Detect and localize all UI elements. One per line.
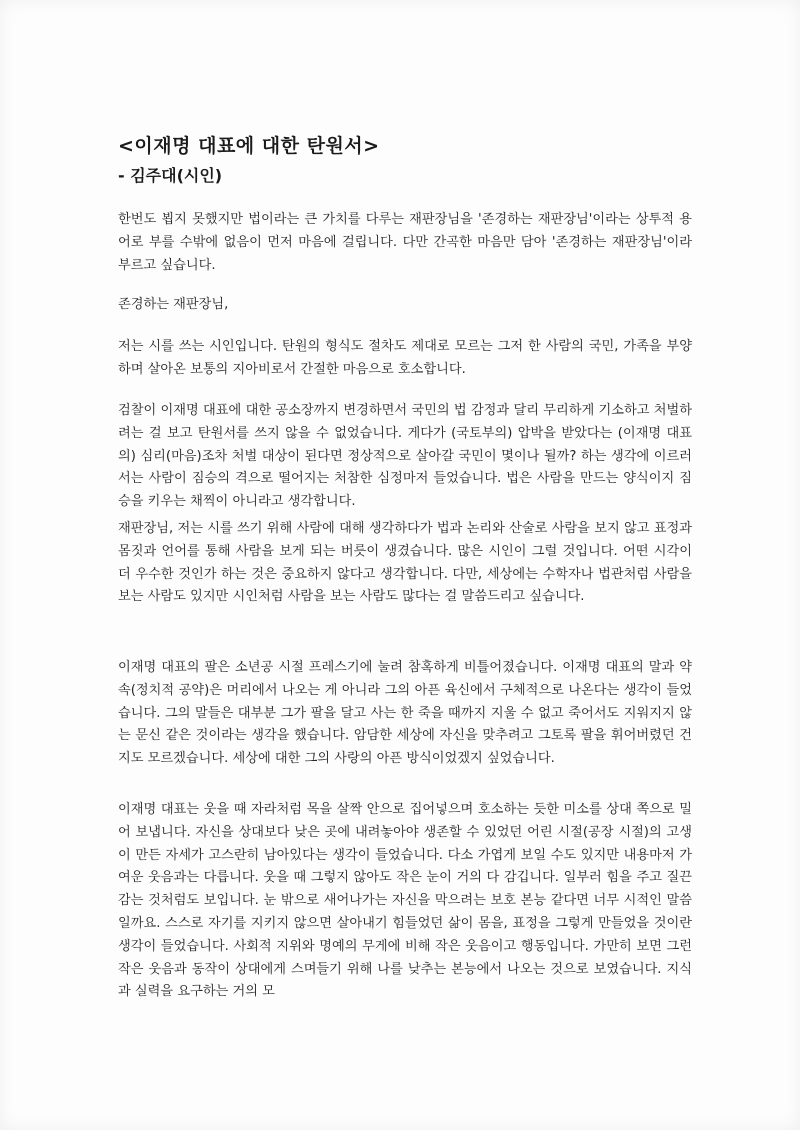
paragraph-self-intro: 저는 시를 쓰는 시인입니다. 탄원의 형식도 절차도 제대로 모르는 그저 한 사람의 국민, 가족을 부양하며 살아온 보통의 지아비로서 간절한 마음으로 호소합니다. [118, 339, 692, 377]
paragraph-salutation: 존경하는 재판장님, [118, 297, 229, 312]
paragraph-poet-view: 재판장님, 저는 시를 쓰기 위해 사람에 대해 생각하다가 법과 논리와 산술로 사람을 보지 않고 표정과 몸짓과 언어를 통해 사람을 보게 되는 버릇이 생겼습니다. 많은 시인이 그럴 것입니다. 어떤 시각이 더 우수한 것인가 하는 것은 중요하지 않다고 생각합니다. 다만, 세상에는 수학자나 법관처럼 사람을 보는 사람도 있지만 시인처럼 사람을 보는 사람도 많다는 걸 말씀드리고 싶습니다. [118, 521, 692, 605]
paragraph-prosecution: 검찰이 이재명 대표에 대한 공소장까지 변경하면서 국민의 법 감정과 달리 무리하게 기소하고 처벌하려는 걸 보고 탄원서를 쓰지 않을 수 없었습니다. 게다가 (국토부의) 압박을 받았다는 (이재명 대표의) 심리(마음)조차 처벌 대상이 된다면 정상적으로 살아갈 국민이 몇이나 될까? 하는 생각에 이르러서는 사람이 짐승의 격으로 떨어지는 처참한 심정마저 들었습니다. 법은 사람을 만드는 양식이지 짐승을 키우는 채찍이 아니라고 생각합니다. [118, 403, 692, 510]
document-title: <이재명 대표에 대한 탄원서> [118, 135, 380, 157]
document-author: - 김주대(시인) [118, 166, 223, 185]
paragraph-smile: 이재명 대표는 웃을 때 자라처럼 목을 살짝 안으로 집어넣으며 호소하는 듯한 미소를 상대 쪽으로 밀어 보냅니다. 자신을 상대보다 낮은 곳에 내려놓아야 생존할 수 있었던 어린 시절(공장 시절)의 고생이 만든 자세가 고스란히 남아있다는 생각이 들었습니다. 다소 가엽게 보일 수도 있지만 내용마저 가여운 웃음과는 다릅니다. 웃을 때 그렇지 않아도 작은 눈이 거의 다 감깁니다. 일부러 힘을 주고 질끈 감는 것처럼도 보입니다. 눈 밖으로 새어나가는 자신을 막으려는 보호 본능 같다면 너무 시적인 말씀일까요. 스스로 자기를 지키지 않으면 살아내기 힘들었던 삶이 몸을, 표정을 그렇게 만들었을 것이란 생각이 들었습니다. 사회적 지위와 명예의 무게에 비해 작은 웃음이고 행동입니다. 가만히 보면 그런 작은 웃음과 동작이 상대에게 스며들기 위해 나를 낮추는 본능에서 나오는 것으로 보였습니다. 지식과 실력을 요구하는 거의 모 [118, 802, 692, 1000]
paragraph-arm: 이재명 대표의 팔은 소년공 시절 프레스기에 눌려 참혹하게 비틀어졌습니다. 이재명 대표의 말과 약속(정치적 공약)은 머리에서 나오는 게 아니라 그의 아픈 육신에서 구체적으로 나온다는 생각이 들었습니다. 그의 말들은 대부분 그가 팔을 달고 사는 한 죽을 때까지 지울 수 없고 죽어서도 지워지지 않는 문신 같은 것이라는 생각을 했습니다. 암담한 세상에 자신을 맞추려고 그토록 팔을 휘어버렸던 건지도 모르겠습니다. 세상에 대한 그의 사랑의 아픈 방식이었겠지 싶었습니다. [118, 660, 692, 767]
paragraph-intro: 한번도 뵙지 못했지만 법이라는 큰 가치를 다루는 재판장님을 '존경하는 재판장님'이라는 상투적 용어로 부를 수밖에 없음이 먼저 마음에 걸립니다. 다만 간곡한 마음만 담아 '존경하는 재판장님'이라 부르고 싶습니다. [118, 212, 692, 273]
